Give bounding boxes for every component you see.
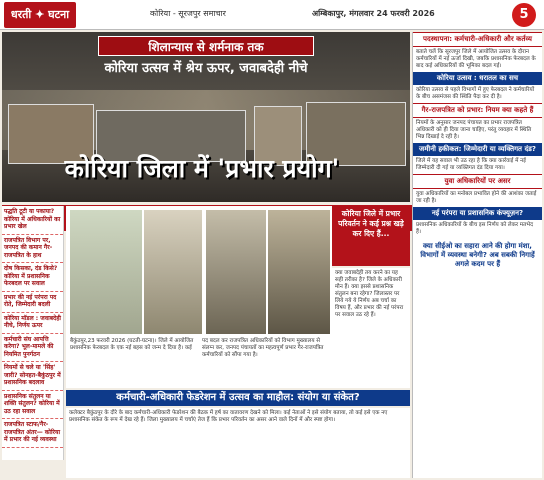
left-headline-column	[2, 206, 64, 460]
bottom-story-banner[interactable]: कर्मचारी-अधिकारी फेडरेशन में उत्सव का माहौल: संयोग या संकेत?	[66, 390, 410, 406]
photo-greeting-4	[268, 210, 330, 334]
left-headline[interactable]: प्रशासनिक संतुलन या शक्ति संतुलन? कोरिया में उठ रहा सवाल	[2, 391, 63, 420]
left-headline[interactable]: नियमों से चले या 'सिंह' जारी? सोनहत-बैकुंठपुर में प्रशासनिक बदलाव	[2, 362, 63, 391]
hero-section	[2, 32, 410, 202]
left-headline[interactable]: राजपत्रित विभाग पर, जनपद की कमान गैर-राजपत्रित के हाथ	[2, 235, 63, 264]
photo-greeting-2	[144, 210, 202, 334]
right-closing-headline: क्या सीईओ का सहारा आने की होगा मंशा, विभागों में व्यवस्था बनेगी? अब सबकी निगाहें अगले कदम पर हैं	[420, 242, 535, 268]
right-heading: कोरिया उत्सव : धरातल का सच	[413, 72, 542, 85]
right-paragraph: नियमों के अनुसार जनपद पंचायत का प्रभार राजपत्रित अधिकारी को ही दिया जाना चाहिए, परंतु व्यवहार में स्थिति भिन्न दिखाई दे रही है।	[416, 120, 532, 140]
edition-date: अम्बिकापुर, मंगलवार 24 फरवरी 2026	[312, 9, 435, 18]
left-headline[interactable]: पद्धति टूटी या पकाया? कोरिया में अधिकारियों का प्रभार खेल	[2, 206, 63, 235]
right-heading: जमीनी हकीकत: जिम्मेदारी या व्यक्तिगत दंड?	[413, 143, 542, 156]
bottom-story-text: कलेक्टर बैकुंठपुर के दौरे के बाद कर्मचारी-अधिकारी फेडरेशन की बैठक में हर्ष का वातावरण देखने को मिला। कई नेताओं ने इसे संयोग बताया, तो कई इसे एक नए प्रशासनिक संकेत के रूप में देख रहे हैं। जिला मुख्यालय में चर्चाएं तेज हैं कि प्रभार परिवर्तन का असर आने वाले दिनों में और स्पष्ट होगा।	[66, 408, 410, 478]
right-paragraph: बताते चलें कि सूरजपुर जिले में आयोजित उत्सव के दौरान कर्मचारियों में नई ऊर्जा दिखी, जबकि प्रशासनिक फेरबदल के बाद कई अधिकारियों की भूमिका बदल गई।	[416, 49, 536, 69]
photo-caption-continued: पद बदल कर राजपत्रित अधिकारियों को विभाग मुख्यालय से संलग्न कर, जनपद पंचायतों का महत्वपूर्ण प्रभार गैर-राजपत्रित कर्मचारियों को सौंपा गया है।	[202, 338, 324, 358]
right-article-column	[412, 32, 542, 478]
right-heading: गैर-राजपत्रित को प्रभार: नियम क्या कहते हैं	[413, 103, 542, 118]
right-paragraph: जिले में यह सवाल भी उठ रहा है कि क्या कार्रवाई में नई जिम्मेदारी दी गई या व्यक्तिगत दंड दिया गया।	[416, 158, 526, 171]
page-number-badge: 5	[512, 3, 536, 27]
right-paragraph: कोरिया उत्सव से पहले विभागों में हुए फेरबदल ने कर्मचारियों के बीच असमंजस की स्थिति पैदा कर दी है।	[416, 87, 535, 100]
right-paragraph: प्रशासनिक अधिकारियों के बीच इस निर्णय को लेकर मतभेद हैं।	[416, 222, 534, 235]
right-heading: नई परंपरा या प्रशासनिक कंफ्यूज़न?	[413, 207, 542, 220]
page-header	[0, 0, 544, 30]
photo-story-block	[66, 206, 332, 388]
left-headline[interactable]: राजपत्रित स्टाफ/गैर-राजपत्रित अंतर— कोरिया में प्रभार की नई व्यवस्था	[2, 419, 63, 448]
newspaper-logo[interactable]: धरती ✦ घटना	[4, 2, 76, 28]
left-headline[interactable]: कोरिया मॉडल : जवाबदेही नीचे, निर्णय ऊपर	[2, 313, 63, 334]
hero-subtitle: कोरिया उत्सव में श्रेय ऊपर, जवाबदेही नीचे	[104, 61, 308, 76]
photo-greeting-1	[70, 210, 142, 334]
left-headline[interactable]: कर्मचारी संघ आपत्ति करेगा? भूल-मामले की नियमित पुनर्गठन	[2, 334, 63, 363]
hero-headline: कोरिया जिला में 'प्रभार प्रयोग'	[64, 154, 340, 183]
photo-caption: बैकुंठपुर,23 फरवरी 2026 (घटती-घटना)। जिले में आयोजित प्रशासनिक फेरबदल के एक नई बहस को जन्म दे दिया है। कई	[70, 338, 194, 351]
left-headline[interactable]: प्रभार की नई परंपरा पद रोते, जिम्मेदारी बदली	[2, 292, 63, 313]
hero-top-banner: शिलान्यास से शर्मनाक तक	[98, 36, 314, 56]
side-article-text: क्या जवाबदेही तय करने का यह सही तरीका है? जिले के अधिकारी मौन हैं। क्या इससे प्रशासनिक संतुलन बना रहेगा? जिलास्तर पर लिये गये ये निर्णय अब चर्चा का विषय हैं, और प्रभार की नई परंपरा पर सवाल उठ रहे हैं।	[332, 268, 410, 388]
region-label: कोरिया - सूरजपुर समाचार	[150, 9, 226, 18]
right-heading: युवा अधिकारियों पर असर	[413, 174, 542, 189]
red-callout-box: कोरिया जिले में प्रभार परिवर्तन ने कई प्रश्न खड़े कर दिए हैं...	[332, 206, 410, 266]
photo-greeting-3	[206, 210, 266, 334]
right-paragraph: युवा अधिकारियों का मनोबल प्रभावित होने की आशंका जताई जा रही है।	[416, 191, 537, 204]
left-headline[interactable]: दोष किसका, दंड किसे? कोरिया में प्रशासनिक फेरबदल पर सवाल	[2, 263, 63, 292]
right-heading: पदस्थापना: कर्मचारी-अधिकारी और कर्तव्य	[413, 32, 542, 47]
